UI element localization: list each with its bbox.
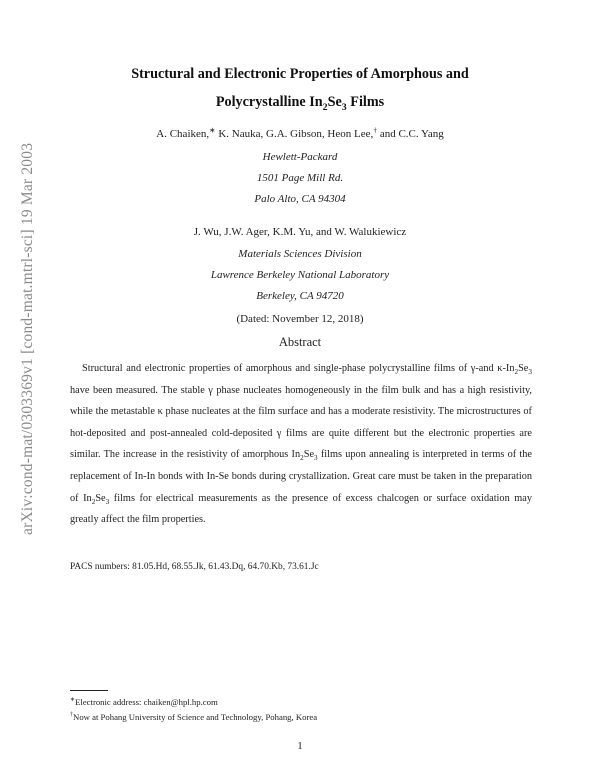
footnote-rule	[70, 690, 108, 691]
affiliation-1-line1: Hewlett-Packard	[262, 151, 338, 163]
abstract-body: Structural and electronic properties of amorphous and single-phase polycrystalline films of γ-and $\kappa-In_2Se_3$ have been measured. The stable γ phase nucleates homogeneously in the film bulk and has a high resistivity, while the metastable κ phase nucleates at the film surface and has a moderate resistivity. The microstructures of hot-deposited and post-annealed cold-deposited γ films are quite different but the electronic properties are similar. The increase in the resistivity of amorphous $In_2Se_3$ films upon annealing is interpreted in terms of the replacement of In-In bonds with In-Se bonds during crystallization. Great care must be taken in the preparation of $In_2Se_3$ films for electrical measurements as the presence of excess chalcogen or surface oxidation may greatly affect the film properties.	[70, 363, 532, 526]
authors-group-1: A. Chaiken,∗ K. Nauka, G.A. Gibson, Heon Lee,† and C.C. Yang	[156, 125, 444, 140]
footnote-1: ∗Electronic address: chaiken@hpl.hp.com	[70, 697, 218, 707]
arxiv-stamp: arXiv:cond-mat/0303369v1 [cond-mat.mtrl-sci] 19 Mar 2003	[19, 142, 36, 535]
affiliation-1-line3: Palo Alto, CA 94304	[254, 193, 346, 205]
affiliation-2-line1: Materials Sciences Division	[238, 248, 362, 260]
abstract-heading: Abstract	[278, 335, 322, 349]
page-number: 1	[297, 740, 303, 752]
affiliation-2-line2: Lawrence Berkeley National Laboratory	[210, 269, 390, 281]
footnote-2: †Now at Pohang University of Science and Technology, Pohang, Korea	[70, 712, 318, 722]
authors-group-2: J. Wu, J.W. Ager, K.M. Yu, and W. Walukiewicz	[193, 226, 407, 238]
affiliation-2-line3: Berkeley, CA 94720	[256, 290, 344, 302]
paper-title-line1: Structural and Electronic Properties of Amorphous and	[131, 66, 469, 82]
pacs-numbers: PACS numbers: 81.05.Hd, 68.55.Jk, 61.43.Dq, 64.70.Kb, 73.61.Jc	[70, 562, 319, 572]
paper-title-line2: Polycrystalline $In_2Se_3$ Films	[215, 94, 385, 113]
affiliation-1-line2: 1501 Page Mill Rd.	[256, 172, 344, 184]
dated-line: (Dated: November 12, 2018)	[236, 313, 364, 325]
